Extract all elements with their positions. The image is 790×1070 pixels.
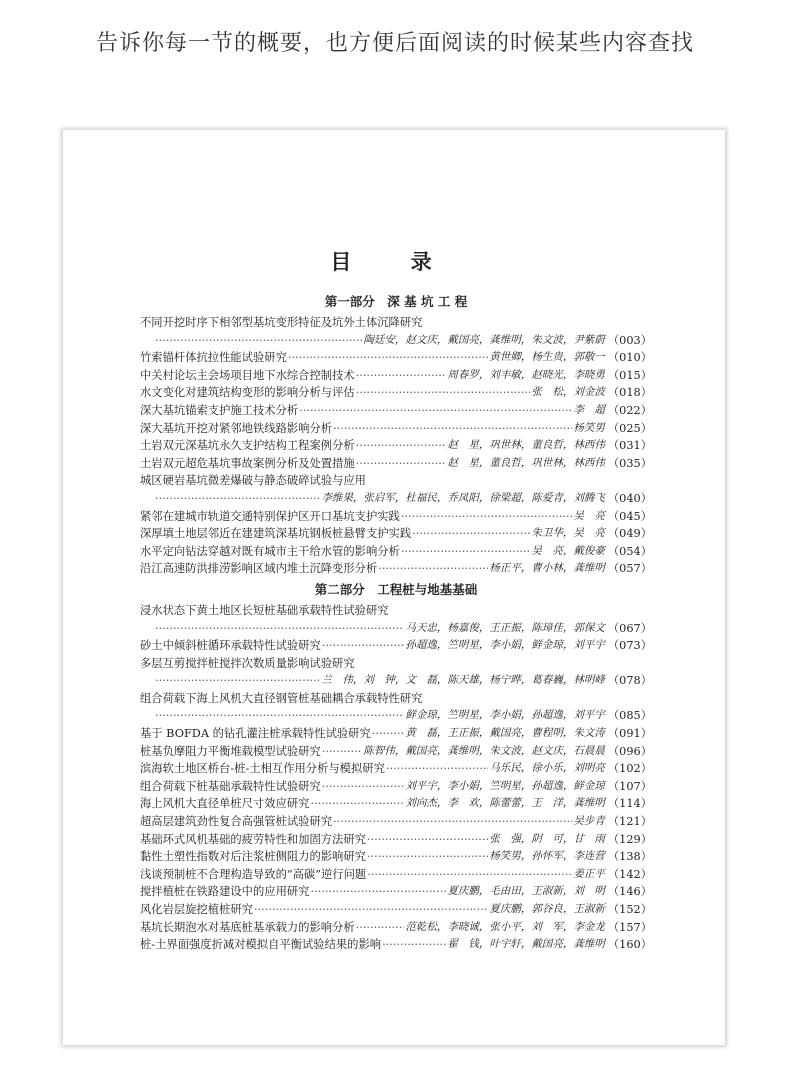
entry-authors: 杨正平，曹小林，龚维明: [489, 562, 605, 575]
entry-title: 水平定向钻法穿越对既有城市主干给水管的影响分析: [140, 544, 400, 558]
entry-authors: 张 强，阴 可，甘 雨: [489, 832, 605, 845]
entry-title: 基于 BOFDA 的钻孔灌注桩承载特性试验研究: [140, 727, 371, 741]
entry-title: 深大基坑开挖对紧邻地铁线路影响分析: [140, 421, 333, 435]
toc-entry[interactable]: [140, 690, 652, 725]
toc-entry[interactable]: [140, 543, 652, 561]
toc-entry-title-line: [140, 472, 652, 490]
entry-authors: 杨笑男，孙怀军，李连营: [489, 850, 605, 863]
entry-page: （142）: [607, 867, 652, 881]
toc-entry-line: [140, 384, 652, 402]
entry-authors: 翟 钱，叶宇轩，戴国亮，龚维明: [447, 938, 605, 951]
toc-entry-line: [140, 402, 652, 420]
dot-leader: [367, 848, 488, 866]
toc-title: 目 录: [330, 250, 458, 274]
toc-entry[interactable]: [140, 508, 652, 526]
toc-entry-line: [140, 560, 652, 578]
toc-entry[interactable]: [140, 525, 652, 543]
toc-entry-line: [140, 831, 652, 849]
toc-entry[interactable]: [140, 367, 652, 385]
entry-title: 基础环式风机基础的疲劳特性和加固方法研究: [140, 832, 366, 846]
toc-entry[interactable]: [140, 848, 652, 866]
entry-authors: 马乐民，徐小乐，刘明亮: [489, 762, 605, 775]
toc-entry[interactable]: [140, 349, 652, 367]
dot-leader: [322, 637, 405, 655]
entry-title: 浅谈预制桩不合理构造导致的“高碳”逆行问题: [140, 867, 367, 881]
dot-leader: [310, 883, 446, 901]
toc-entry[interactable]: [140, 472, 652, 507]
entry-page: （121）: [607, 815, 652, 829]
toc-entry-line: [140, 795, 652, 813]
entry-page: （160）: [607, 938, 652, 952]
entry-page: （102）: [607, 762, 652, 776]
entry-authors: 杨笑男: [573, 421, 605, 434]
dot-leader: [372, 725, 405, 743]
entry-page: （129）: [607, 832, 652, 846]
dot-leader: [322, 743, 363, 761]
dot-leader: [155, 707, 404, 725]
toc-entry-line: [140, 437, 652, 455]
entry-title: 深厚填土地层邻近在建建筑深基坑钢板桩悬臂支护实践: [140, 527, 412, 541]
toc-entry-author-line: [140, 332, 652, 350]
entry-title: 砂土中倾斜桩循环承载特性试验研究: [140, 639, 321, 653]
toc-entry[interactable]: [140, 725, 652, 743]
entry-page: （157）: [607, 920, 652, 934]
entry-title: 桩-土界面强度折减对模拟自平衡试验结果的影响: [140, 938, 382, 952]
entry-authors: 范乾松，李晓诚，张小平，刘 军，李金龙: [405, 920, 605, 933]
toc-entry-title-line: [140, 655, 652, 673]
dot-leader: [378, 560, 488, 578]
toc-entry[interactable]: [140, 760, 652, 778]
toc-entry[interactable]: [140, 420, 652, 438]
entry-title: 城区硬岩基坑微差爆破与静态破碎试验与应用: [140, 474, 366, 488]
toc-entry-title-line: [140, 314, 652, 332]
entry-authors: 马天忠，杨嘉俊，王正振，陈璋佳，郭保文: [405, 621, 605, 634]
toc-entry-line: [140, 743, 652, 761]
toc-entry[interactable]: [140, 602, 652, 637]
entry-authors: 周春罗，刘丰敏，赵晓光，李晓勇: [447, 368, 605, 381]
toc-entry-line: [140, 420, 652, 438]
toc-entry-line: [140, 543, 652, 561]
entry-authors: 刘向杰，李 欢，陈蕾蕾，王 洋，龚维明: [405, 797, 605, 810]
entry-page: （078）: [607, 674, 652, 688]
toc-entry-line: [140, 367, 652, 385]
toc-entry-line: [140, 901, 652, 919]
toc-entry-line: [140, 455, 652, 473]
table-of-contents: [140, 290, 652, 954]
part-heading: 第二部分 工程桩与地基基础: [314, 581, 478, 597]
entry-title: 滨海软土地区桥台-桩-土相互作用分析与模拟研究: [140, 762, 385, 776]
entry-page: （107）: [607, 779, 652, 793]
toc-entry-line: [140, 637, 652, 655]
dot-leader: [412, 525, 530, 543]
entry-page: （067）: [607, 621, 652, 635]
entry-authors: 吴 亮，戴俊豪: [531, 544, 605, 557]
entry-authors: 刘平宇，李小娟，竺明星，孙超逸，鲜金琼: [405, 779, 605, 792]
toc-entry[interactable]: [140, 883, 652, 901]
toc-entry[interactable]: [140, 866, 652, 884]
toc-entry[interactable]: [140, 778, 652, 796]
toc-entry[interactable]: [140, 455, 652, 473]
entry-page: （138）: [607, 850, 652, 864]
toc-entry[interactable]: [140, 813, 652, 831]
dot-leader: [254, 901, 488, 919]
toc-entry-title-line: [140, 690, 652, 708]
entry-authors: 吴步青: [573, 815, 605, 828]
toc-entry-line: [140, 883, 652, 901]
dot-leader: [155, 490, 320, 508]
toc-entry-line: [140, 508, 652, 526]
toc-entry-line: [140, 936, 652, 954]
toc-entry[interactable]: [140, 437, 652, 455]
entry-page: （045）: [607, 509, 652, 523]
entry-page: （096）: [607, 744, 652, 758]
dot-leader: [382, 936, 446, 954]
entry-page: （018）: [607, 386, 652, 400]
entry-authors: 陶廷安，赵文庆，戴国亮，龚维明，朱文波，尹紫蔚: [363, 333, 605, 346]
entry-authors: 李维果，张启军，杜福民，乔凤阳，徐梁超，陈爱青，刘腾飞: [321, 491, 605, 504]
toc-entry[interactable]: [140, 919, 652, 937]
entry-title: 紧邻在建城市轨道交通特别保护区开口基坑支护实践: [140, 509, 400, 523]
dot-leader: [356, 384, 531, 402]
document-page: [63, 130, 725, 1045]
entry-authors: 赵 星，巩世林，董良哲，林西伟: [447, 439, 605, 452]
entry-page: （152）: [607, 903, 652, 916]
entry-authors: 陈智伟，戴国亮，龚维明，朱文波，赵文庆，石晨晨: [363, 744, 605, 757]
toc-entry[interactable]: [140, 743, 652, 761]
toc-entry-line: [140, 866, 652, 884]
toc-entry-author-line: [140, 620, 652, 638]
toc-entry-title-line: [140, 602, 652, 620]
entry-authors: 夏庆鹏，毛由田，王淑新，刘 明: [447, 885, 605, 898]
entry-title: 竹索锚杆体抗拉性能试验研究: [140, 351, 287, 365]
entry-authors: 朱卫华，吴 亮: [531, 527, 605, 540]
entry-page: （010）: [607, 351, 652, 365]
dot-leader: [401, 508, 573, 526]
entry-title: 组合荷载下海上风机大直径钢管桩基础耦合承载特性研究: [140, 691, 423, 705]
entry-authors: 吴 亮: [573, 509, 605, 522]
entry-page: （091）: [607, 727, 652, 741]
toc-entry[interactable]: [140, 402, 652, 420]
entry-title: 超高层建筑劲性复合高强管桩试验研究: [140, 815, 333, 829]
entry-authors: 李 超: [573, 403, 605, 416]
dot-leader: [333, 420, 572, 438]
entry-page: （146）: [607, 885, 652, 899]
dot-leader: [322, 778, 405, 796]
entry-title: 水文变化对建筑结构变形的影响分析与评估: [140, 386, 355, 400]
dot-leader: [367, 831, 488, 849]
page-caption: 告诉你每一节的概要，也方便后面阅读的时候某些内容查找: [95, 31, 694, 56]
entry-authors: 张 松，刘金波: [531, 386, 605, 399]
entry-page: （049）: [607, 527, 652, 541]
entry-authors: 鲜金琼，竺明星，李小娟，孙超逸，刘平宇: [405, 709, 605, 722]
entry-title: 黏性土塑性指数对后注浆桩侧阻力的影响研究: [140, 850, 366, 864]
entry-page: （015）: [607, 368, 652, 382]
entry-page: （073）: [607, 639, 652, 653]
entry-authors: 赵 星，董良哲，巩世林，林西伟: [447, 456, 605, 469]
dot-leader: [356, 455, 447, 473]
part-heading: 第一部分 深 基 坑 工 程: [324, 294, 468, 309]
toc-entry-author-line: [140, 672, 652, 690]
entry-page: （003）: [607, 333, 652, 347]
dot-leader: [356, 367, 447, 385]
entry-title: 中关村论坛主会场项目地下水综合控制技术: [140, 368, 355, 382]
dot-leader: [299, 402, 572, 420]
entry-title: 沿江高速防洪排涝影响区域内堆土沉降变形分析: [140, 562, 378, 576]
toc-entry[interactable]: [140, 901, 652, 919]
entry-title: 搅拌植桩在铁路建设中的应用研究: [140, 885, 310, 899]
toc-entry-author-line: [140, 490, 652, 508]
entry-page: （025）: [607, 421, 652, 435]
entry-page: （031）: [607, 439, 652, 453]
entry-title: 组合荷载下桩基础承载特性试验研究: [140, 779, 321, 793]
entry-title: 土岩双元超危基坑事故案例分析及处置措施: [140, 456, 355, 470]
dot-leader: [356, 919, 405, 937]
entry-authors: 孙超逸，竺明星，李小娟，鲜金琼，刘平宇: [405, 639, 605, 652]
toc-entry[interactable]: [140, 384, 652, 402]
dot-leader: [401, 543, 531, 561]
entry-title: 桩基负摩阻力平衡堆载模型试验研究: [140, 744, 321, 758]
toc-entry-line: [140, 525, 652, 543]
toc-entry-line: [140, 778, 652, 796]
entry-title: 深大基坑锚索支护施工技术分析: [140, 403, 299, 417]
entry-page: （040）: [607, 491, 652, 505]
toc-entry[interactable]: [140, 936, 652, 954]
dot-leader: [356, 437, 447, 455]
entry-title: 基坑长期泡水对基底桩基承载力的影响分析: [140, 920, 355, 934]
toc-entry[interactable]: [140, 831, 652, 849]
toc-entry[interactable]: [140, 314, 652, 349]
toc-entry-line: [140, 848, 652, 866]
dot-leader: [155, 332, 362, 350]
toc-entry[interactable]: [140, 637, 652, 655]
entry-title: 土岩双元深基坑永久支护结构工程案例分析: [140, 439, 355, 453]
dot-leader: [333, 813, 572, 831]
toc-entry-author-line: [140, 707, 652, 725]
entry-authors: 黄 磊，王正振，戴国亮，曹程明，朱文涛: [405, 727, 605, 740]
entry-page: （085）: [607, 709, 652, 723]
toc-entry[interactable]: [140, 655, 652, 690]
entry-authors: 夏庆鹏，郭谷良，王淑新: [489, 903, 605, 915]
entry-page: （022）: [607, 403, 652, 417]
toc-entry-line: [140, 760, 652, 778]
entry-title: 不同开挖时序下相邻型基坑变形特征及坑外土体沉降研究: [140, 316, 423, 329]
entry-title: 多层互剪搅拌桩搅拌次数质量影响试验研究: [140, 656, 355, 670]
entry-page: （057）: [607, 562, 652, 576]
toc-entry-line: [140, 813, 652, 831]
dot-leader: [386, 760, 488, 778]
entry-page: （035）: [607, 456, 652, 470]
dot-leader: [155, 672, 320, 690]
toc-entry-line: [140, 725, 652, 743]
toc-entry-line: [140, 349, 652, 367]
toc-entry[interactable]: [140, 560, 652, 578]
dot-leader: [310, 795, 404, 813]
entry-title: 海上风机大直径单桩尺寸效应研究: [140, 797, 310, 811]
entry-title: 浸水状态下黄土地区长短桩基础承载特性试验研究: [140, 603, 389, 617]
toc-entry-line: [140, 919, 652, 937]
entry-authors: 姜正平: [573, 867, 605, 880]
entry-page: （114）: [607, 797, 652, 811]
dot-leader: [155, 620, 404, 638]
dot-leader: [367, 866, 572, 884]
toc-entry[interactable]: [140, 795, 652, 813]
entry-authors: 黄世卿，杨生贵，郭敬一: [489, 351, 605, 364]
dot-leader: [288, 349, 488, 367]
entry-authors: 兰 伟，刘 钟，文 磊，陈天雄，杨宁晔，葛春巍，林明峰: [321, 674, 605, 687]
entry-title: 风化岩层旋挖植桩研究: [140, 903, 253, 916]
entry-page: （054）: [607, 544, 652, 558]
